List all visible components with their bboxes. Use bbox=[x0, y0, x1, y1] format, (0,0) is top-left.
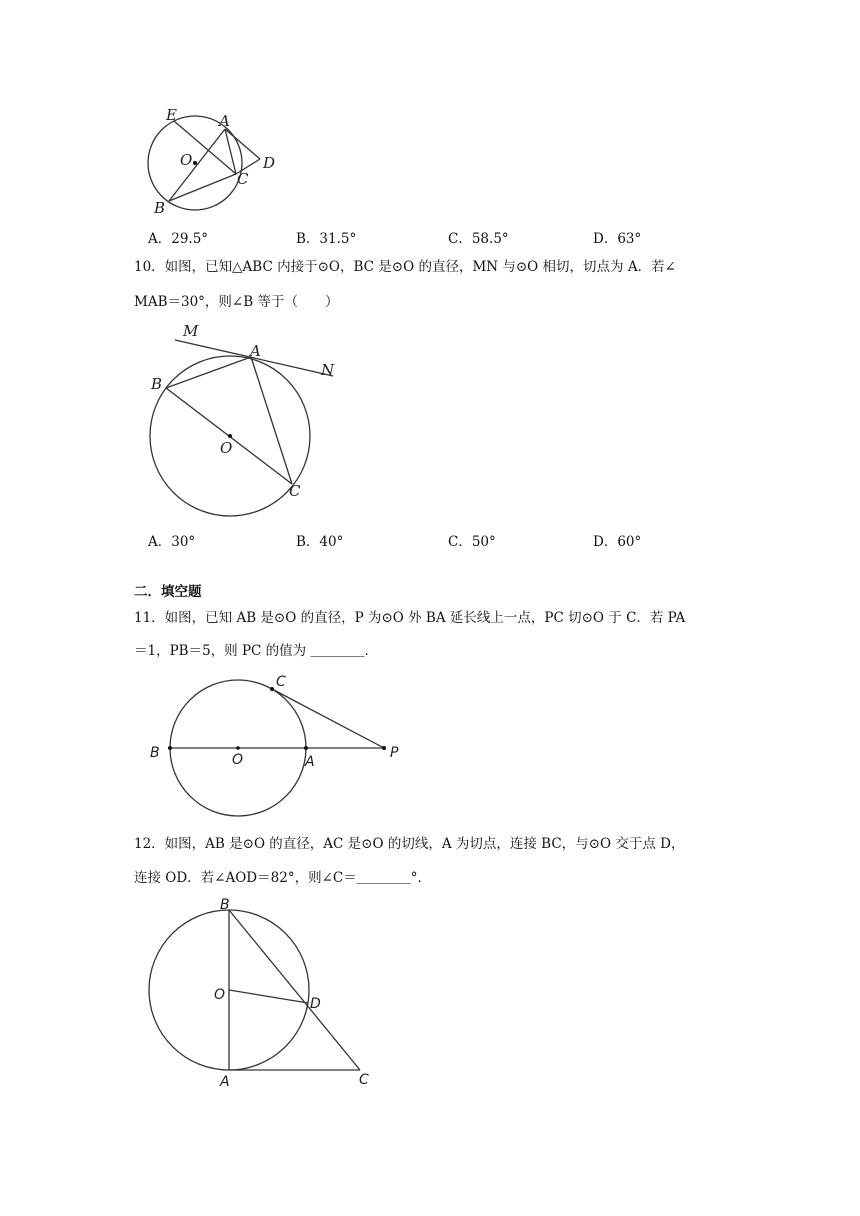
option-key: D． bbox=[593, 231, 618, 247]
q12-segment-BC bbox=[229, 910, 360, 1070]
option-value: 50° bbox=[471, 534, 496, 550]
q10-segment-AC bbox=[251, 357, 292, 484]
q10-label-B: B bbox=[151, 375, 163, 393]
q9-segment-AD bbox=[225, 129, 260, 159]
q12-label-B: B bbox=[220, 897, 230, 913]
q9-label-A: A bbox=[219, 112, 230, 130]
q9-center-dot bbox=[193, 161, 197, 165]
q12-label-D: D bbox=[310, 996, 321, 1012]
q11-point-C bbox=[270, 687, 274, 691]
option-value: 58.5° bbox=[471, 231, 509, 247]
q12-label-O: O bbox=[214, 987, 226, 1003]
q10-label-A: A bbox=[250, 342, 261, 360]
q11-center-dot bbox=[236, 746, 240, 750]
option-value: 40° bbox=[319, 534, 344, 550]
q12-label-C: C bbox=[359, 1072, 369, 1088]
q10-center-dot bbox=[228, 434, 232, 438]
q9-label-D: D bbox=[263, 154, 276, 172]
q11-label-C: C bbox=[276, 674, 286, 690]
q10-option-c[interactable] bbox=[448, 530, 496, 550]
q9-segment-AC bbox=[225, 129, 236, 174]
q9-option-d[interactable] bbox=[593, 227, 641, 247]
q11-label-B: B bbox=[150, 745, 160, 761]
option-value: 31.5° bbox=[319, 231, 357, 247]
option-key: B． bbox=[296, 534, 320, 550]
q9-figure bbox=[140, 100, 290, 220]
option-key: B． bbox=[296, 231, 320, 247]
q10-label-M: M bbox=[183, 322, 199, 340]
q11-figure bbox=[140, 668, 410, 823]
option-value: 63° bbox=[617, 231, 642, 247]
q10-text-line1: 10．如图，已知△ABC 内接于⊙O，BC 是⊙O 的直径，MN 与⊙O 相切，切点为 A．若∠ bbox=[134, 259, 676, 275]
q9-option-b[interactable] bbox=[296, 227, 356, 247]
q9-label-C: C bbox=[237, 170, 249, 188]
option-value: 60° bbox=[617, 534, 642, 550]
option-key: A． bbox=[148, 231, 172, 247]
q10-segment-BA bbox=[166, 357, 251, 388]
q10-label-C: C bbox=[289, 482, 301, 500]
q9-label-B: B bbox=[154, 199, 166, 217]
option-key: A． bbox=[148, 534, 172, 550]
q9-label-E: E bbox=[166, 106, 177, 124]
q9-option-a[interactable] bbox=[148, 227, 208, 247]
q10-figure bbox=[140, 318, 350, 523]
q11-text-line1: 11．如图，已知 AB 是⊙O 的直径，P 为⊙O 外 BA 延长线上一点，PC 切⊙O 于 C．若 PA bbox=[134, 610, 686, 626]
q10-option-b[interactable] bbox=[296, 530, 343, 550]
q10-text-line2: MAB＝30°，则∠B 等于（ ） bbox=[134, 294, 339, 310]
q10-label-O: O bbox=[220, 439, 233, 457]
q11-label-P: P bbox=[390, 745, 399, 761]
q11-point-B bbox=[168, 746, 172, 750]
option-value: 29.5° bbox=[171, 231, 209, 247]
option-value: 30° bbox=[171, 534, 196, 550]
q12-text-line2: 连接 OD．若∠AOD＝82°，则∠C＝＿＿＿＿°． bbox=[134, 870, 431, 886]
option-key: C． bbox=[448, 534, 472, 550]
q11-tangent-PC bbox=[272, 689, 384, 748]
q11-label-A: A bbox=[305, 754, 315, 770]
q11-point-P bbox=[382, 746, 386, 750]
q12-label-A: A bbox=[220, 1074, 230, 1090]
q10-option-d[interactable] bbox=[593, 530, 641, 550]
q10-option-a[interactable] bbox=[148, 530, 195, 550]
q11-label-O: O bbox=[232, 752, 244, 768]
q11-point-A bbox=[304, 746, 308, 750]
q12-text-line1: 12．如图，AB 是⊙O 的直径，AC 是⊙O 的切线，A 为切点，连接 BC，与⊙O 交于点 D， bbox=[134, 836, 685, 852]
q9-label-O: O bbox=[180, 151, 193, 169]
option-key: C． bbox=[448, 231, 472, 247]
q11-text-line2: ＝1，PB＝5，则 PC 的值为 ＿＿＿＿． bbox=[134, 643, 378, 659]
q9-option-c[interactable] bbox=[448, 227, 509, 247]
q12-figure bbox=[140, 895, 380, 1090]
q10-label-N: N bbox=[321, 361, 335, 379]
section-title: 二．填空题 bbox=[134, 584, 202, 600]
option-key: D． bbox=[593, 534, 618, 550]
